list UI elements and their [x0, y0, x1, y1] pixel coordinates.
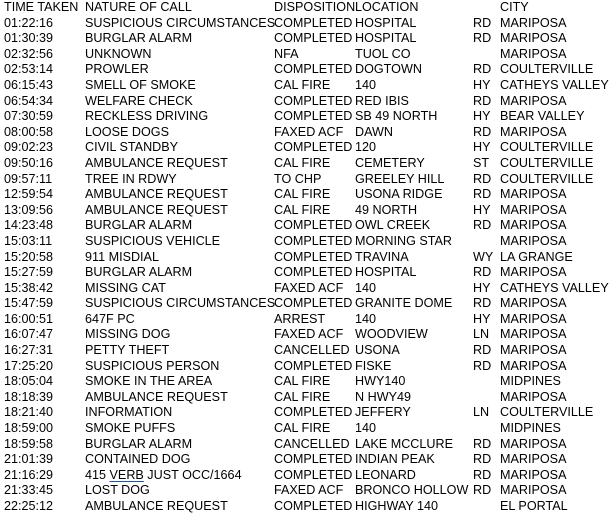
city-cell: MARIPOSA — [500, 124, 567, 139]
location-cell: HOSPITAL — [355, 15, 417, 30]
street-suffix-cell: ST — [473, 155, 490, 170]
disposition-cell: CANCELLED — [274, 343, 350, 358]
nature-prefix: 415 — [85, 467, 110, 482]
disposition-cell: COMPLETED — [274, 296, 353, 311]
time-cell: 08:00:58 — [4, 124, 54, 139]
time-cell: 18:59:58 — [4, 436, 54, 451]
table-row — [4, 265, 612, 281]
time-cell: 02:53:14 — [4, 62, 54, 77]
table-row — [4, 47, 612, 63]
time-cell: 18:05:04 — [4, 374, 54, 389]
street-suffix-cell: LN — [473, 405, 490, 420]
disposition-cell: COMPLETED — [274, 233, 353, 248]
time-cell: 18:21:40 — [4, 405, 54, 420]
time-cell: 21:33:45 — [4, 483, 54, 498]
nature-cell: LOST DOG — [85, 483, 150, 498]
table-row — [4, 250, 612, 266]
table-row — [4, 156, 612, 172]
location-cell: LAKE MCCLURE — [355, 436, 453, 451]
city-cell: MARIPOSA — [500, 311, 567, 326]
time-cell: 15:38:42 — [4, 280, 54, 295]
disposition-cell: COMPLETED — [274, 31, 353, 46]
time-cell: 01:22:16 — [4, 15, 54, 30]
table-row — [4, 343, 612, 359]
disposition-cell: CANCELLED — [274, 436, 350, 451]
call-log-table — [4, 0, 612, 515]
disposition-cell: FAXED ACF — [274, 124, 344, 139]
time-cell: 12:59:54 — [4, 187, 54, 202]
location-cell: JEFFERY — [355, 405, 411, 420]
location-cell: USONA RIDGE — [355, 187, 443, 202]
disposition-cell: COMPLETED — [274, 265, 353, 280]
city-cell: MARIPOSA — [500, 358, 567, 373]
disposition-cell: ARREST — [274, 311, 326, 326]
nature-cell: CIVIL STANDBY — [85, 140, 179, 155]
city-cell: MIDPINES — [500, 421, 561, 436]
table-row — [4, 483, 612, 499]
street-suffix-cell: LN — [473, 327, 490, 342]
time-cell: 16:27:31 — [4, 343, 54, 358]
table-row — [4, 359, 612, 375]
time-cell: 14:23:48 — [4, 218, 54, 233]
table-row — [4, 172, 612, 188]
location-cell: DOGTOWN — [355, 62, 422, 77]
city-cell: LA GRANGE — [500, 249, 573, 264]
time-cell: 18:59:00 — [4, 421, 54, 436]
city-cell: MARIPOSA — [500, 46, 567, 61]
city-cell: MARIPOSA — [500, 31, 567, 46]
time-cell: 15:27:59 — [4, 265, 54, 280]
street-suffix-cell: HY — [473, 280, 491, 295]
table-row — [4, 187, 612, 203]
location-cell: LEONARD — [355, 467, 416, 482]
city-cell: MIDPINES — [500, 374, 561, 389]
table-row — [4, 421, 612, 437]
nature-cell: BURGLAR ALARM — [85, 218, 193, 233]
nature-cell: RECKLESS DRIVING — [85, 109, 209, 124]
nature-cell: BURGLAR ALARM — [85, 265, 193, 280]
location-cell: GREELEY HILL — [355, 171, 445, 186]
nature-suffix: JUST OCC/1664 — [143, 467, 242, 482]
city-cell: MARIPOSA — [500, 187, 567, 202]
location-cell: 140 — [355, 311, 377, 326]
time-cell: 09:57:11 — [4, 171, 53, 186]
street-suffix-cell: RD — [473, 93, 492, 108]
nature-cell: AMBULANCE REQUEST — [85, 155, 228, 170]
table-row — [4, 62, 612, 78]
disposition-cell: COMPLETED — [274, 15, 353, 30]
city-cell: EL PORTAL — [500, 499, 568, 513]
nature-cell: INFORMATION — [85, 405, 173, 420]
time-cell: 16:07:47 — [4, 327, 54, 342]
disposition-cell: CAL FIRE — [274, 202, 331, 217]
header-location: LOCATION — [355, 0, 419, 14]
location-cell: DAWN — [355, 124, 394, 139]
location-cell: OWL CREEK — [355, 218, 431, 233]
location-cell: FISKE — [355, 358, 392, 373]
table-row — [4, 437, 612, 453]
street-suffix-cell: RD — [473, 218, 492, 233]
time-cell: 18:18:39 — [4, 389, 54, 404]
street-suffix-cell: RD — [473, 187, 492, 202]
city-cell: MARIPOSA — [500, 452, 567, 467]
table-row — [4, 109, 612, 125]
disposition-cell: COMPLETED — [274, 452, 353, 467]
city-cell: MARIPOSA — [500, 202, 567, 217]
table-row — [4, 468, 612, 484]
time-cell: 01:30:39 — [4, 31, 54, 46]
nature-cell: PROWLER — [85, 62, 149, 77]
city-cell: MARIPOSA — [500, 436, 567, 451]
disposition-cell: COMPLETED — [274, 467, 353, 482]
table-row — [4, 312, 612, 328]
table-row — [4, 218, 612, 234]
time-cell: 22:25:12 — [4, 499, 54, 513]
city-cell: MARIPOSA — [500, 218, 567, 233]
nature-cell: SUSPICIOUS CIRCUMSTANCES — [85, 296, 276, 311]
disposition-cell: COMPLETED — [274, 93, 353, 108]
nature-cell: AMBULANCE REQUEST — [85, 389, 228, 404]
location-cell: CEMETERY — [355, 155, 425, 170]
location-cell: 140 — [355, 77, 377, 92]
disposition-cell: CAL FIRE — [274, 77, 331, 92]
nature-cell: BURGLAR ALARM — [85, 31, 193, 46]
location-cell: HWY140 — [355, 374, 406, 389]
street-suffix-cell: RD — [473, 483, 492, 498]
disposition-cell: CAL FIRE — [274, 389, 331, 404]
city-cell: MARIPOSA — [500, 483, 567, 498]
nature-cell: 911 MISDIAL — [85, 249, 159, 264]
table-row — [4, 94, 612, 110]
city-cell: MARIPOSA — [500, 15, 567, 30]
location-cell: N HWY49 — [355, 389, 411, 404]
city-cell: COULTERVILLE — [500, 155, 594, 170]
location-cell: MORNING STAR — [355, 233, 453, 248]
location-cell: SB 49 NORTH — [355, 109, 438, 124]
city-cell: MARIPOSA — [500, 389, 567, 404]
street-suffix-cell: RD — [473, 343, 492, 358]
street-suffix-cell: HY — [473, 77, 491, 92]
time-cell: 21:16:29 — [4, 467, 54, 482]
table-row — [4, 16, 612, 32]
street-suffix-cell: RD — [473, 171, 492, 186]
table-row — [4, 203, 612, 219]
street-suffix-cell: RD — [473, 124, 492, 139]
nature-cell: SMOKE IN THE AREA — [85, 374, 213, 389]
nature-cell: SUSPICIOUS VEHICLE — [85, 233, 221, 248]
time-cell: 16:00:51 — [4, 311, 54, 326]
city-cell: MARIPOSA — [500, 296, 567, 311]
city-cell: MARIPOSA — [500, 467, 567, 482]
disposition-cell: FAXED ACF — [274, 483, 344, 498]
disposition-cell: FAXED ACF — [274, 327, 344, 342]
street-suffix-cell: RD — [473, 452, 492, 467]
header-nature-of-call: NATURE OF CALL — [85, 0, 192, 14]
disposition-cell: COMPLETED — [274, 249, 353, 264]
table-row — [4, 234, 612, 250]
time-cell: 09:02:23 — [4, 140, 54, 155]
location-cell: HIGHWAY 140 — [355, 499, 439, 513]
street-suffix-cell: RD — [473, 296, 492, 311]
nature-cell: PETTY THEFT — [85, 343, 170, 358]
street-suffix-cell: RD — [473, 358, 492, 373]
street-suffix-cell: RD — [473, 467, 492, 482]
street-suffix-cell: RD — [473, 62, 492, 77]
table-row — [4, 374, 612, 390]
street-suffix-cell: RD — [473, 31, 492, 46]
time-cell: 02:32:56 — [4, 46, 54, 61]
time-cell: 15:03:11 — [4, 233, 53, 248]
location-cell: HOSPITAL — [355, 265, 417, 280]
nature-cell: SUSPICIOUS PERSON — [85, 358, 220, 373]
city-cell: CATHEYS VALLEY — [500, 77, 609, 92]
city-cell: MARIPOSA — [500, 233, 567, 248]
location-cell: 49 NORTH — [355, 202, 418, 217]
disposition-cell: NFA — [274, 46, 299, 61]
header-disposition: DISPOSITION — [274, 0, 356, 14]
table-row — [4, 405, 612, 421]
nature-cell: MISSING DOG — [85, 327, 171, 342]
disposition-cell: TO CHP — [274, 171, 322, 186]
city-cell: MARIPOSA — [500, 327, 567, 342]
city-cell: MARIPOSA — [500, 265, 567, 280]
city-cell: MARIPOSA — [500, 343, 567, 358]
table-row — [4, 31, 612, 47]
time-cell: 13:09:56 — [4, 202, 54, 217]
city-cell: COULTERVILLE — [500, 171, 594, 186]
location-cell: 140 — [355, 421, 377, 436]
time-cell: 21:01:39 — [4, 452, 54, 467]
disposition-cell: COMPLETED — [274, 405, 353, 420]
time-cell: 15:20:58 — [4, 249, 54, 264]
nature-cell: UNKNOWN — [85, 46, 152, 61]
street-suffix-cell: HY — [473, 311, 491, 326]
time-cell: 06:15:43 — [4, 77, 54, 92]
nature-cell: MISSING CAT — [85, 280, 166, 295]
nature-cell: TREE IN RDWY — [85, 171, 177, 186]
nature-cell: AMBULANCE REQUEST — [85, 499, 228, 513]
nature-cell: SMELL OF SMOKE — [85, 77, 196, 92]
table-row — [4, 125, 612, 141]
city-cell: COULTERVILLE — [500, 140, 594, 155]
table-row — [4, 140, 612, 156]
table-row — [4, 499, 612, 515]
table-row — [4, 452, 612, 468]
table-row — [4, 281, 612, 297]
time-cell: 07:30:59 — [4, 109, 54, 124]
disposition-cell: COMPLETED — [274, 218, 353, 233]
disposition-cell: COMPLETED — [274, 62, 353, 77]
location-cell: HOSPITAL — [355, 31, 417, 46]
nature-cell: BURGLAR ALARM — [85, 436, 193, 451]
table-row — [4, 78, 612, 94]
disposition-cell: CAL FIRE — [274, 421, 331, 436]
street-suffix-cell: RD — [473, 15, 492, 30]
spellcheck-underlined-word: VERB — [109, 467, 144, 482]
time-cell: 15:47:59 — [4, 296, 54, 311]
time-cell: 06:54:34 — [4, 93, 54, 108]
table-row — [4, 390, 612, 406]
nature-cell: WELFARE CHECK — [85, 93, 193, 108]
table-row — [4, 327, 612, 343]
street-suffix-cell: RD — [473, 436, 492, 451]
location-cell: USONA — [355, 343, 400, 358]
location-cell: WOODVIEW — [355, 327, 428, 342]
disposition-cell: CAL FIRE — [274, 187, 331, 202]
street-suffix-cell: HY — [473, 109, 491, 124]
city-cell: CATHEYS VALLEY — [500, 280, 609, 295]
time-cell: 17:25:20 — [4, 358, 54, 373]
header-city: CITY — [500, 0, 529, 14]
disposition-cell: CAL FIRE — [274, 155, 331, 170]
street-suffix-cell: RD — [473, 265, 492, 280]
table-header-row — [4, 0, 612, 16]
disposition-cell: COMPLETED — [274, 140, 353, 155]
nature-cell: AMBULANCE REQUEST — [85, 202, 228, 217]
nature-cell: AMBULANCE REQUEST — [85, 187, 228, 202]
nature-cell: SMOKE PUFFS — [85, 421, 176, 436]
location-cell: BRONCO HOLLOW — [355, 483, 469, 498]
disposition-cell: COMPLETED — [274, 358, 353, 373]
header-time-taken: TIME TAKEN — [4, 0, 79, 14]
street-suffix-cell: HY — [473, 202, 491, 217]
location-cell: INDIAN PEAK — [355, 452, 435, 467]
disposition-cell: FAXED ACF — [274, 280, 344, 295]
location-cell: GRANITE DOME — [355, 296, 453, 311]
nature-cell: 647F PC — [85, 311, 135, 326]
city-cell: COULTERVILLE — [500, 62, 594, 77]
street-suffix-cell: HY — [473, 140, 491, 155]
nature-cell — [85, 468, 242, 484]
time-cell: 09:50:16 — [4, 155, 54, 170]
location-cell: TUOL CO — [355, 46, 411, 61]
nature-cell: LOOSE DOGS — [85, 124, 169, 139]
nature-cell: SUSPICIOUS CIRCUMSTANCES — [85, 15, 276, 30]
city-cell: COULTERVILLE — [500, 405, 594, 420]
street-suffix-cell: WY — [473, 249, 494, 264]
nature-cell: CONTAINED DOG — [85, 452, 191, 467]
disposition-cell: COMPLETED — [274, 499, 353, 513]
city-cell: BEAR VALLEY — [500, 109, 585, 124]
table-row — [4, 296, 612, 312]
location-cell: 140 — [355, 280, 377, 295]
location-cell: TRAVINA — [355, 249, 409, 264]
location-cell: 120 — [355, 140, 377, 155]
disposition-cell: COMPLETED — [274, 109, 353, 124]
location-cell: RED IBIS — [355, 93, 409, 108]
city-cell: MARIPOSA — [500, 93, 567, 108]
disposition-cell: CAL FIRE — [274, 374, 331, 389]
